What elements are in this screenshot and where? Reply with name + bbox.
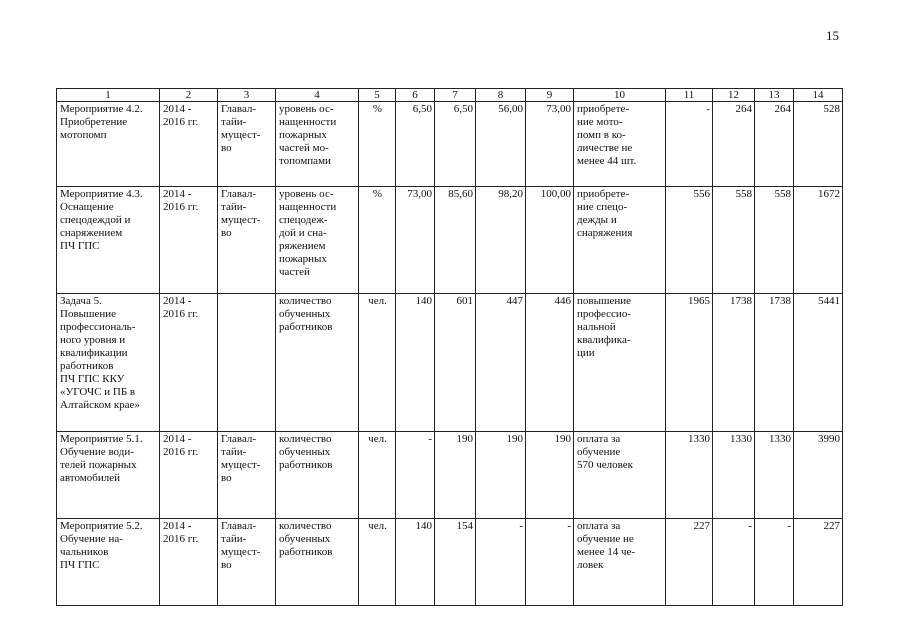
funding-cell: - <box>755 519 794 606</box>
period-cell <box>160 519 218 606</box>
funding-total-cell: 1672 <box>794 187 843 294</box>
cell-line: частей мо- <box>279 142 329 154</box>
cell-line: обученных <box>279 533 331 545</box>
cell-line: Главал- <box>221 103 257 115</box>
cell-line: работников <box>279 321 333 333</box>
cell-line: квалифика- <box>577 334 631 346</box>
result-cell <box>574 432 666 519</box>
indicator-cell <box>276 432 359 519</box>
executor-cell <box>218 102 276 187</box>
cell-line: 2014 - <box>163 295 192 307</box>
cell-line: Мероприятие 5.1. <box>60 433 143 445</box>
value-cell: - <box>476 519 526 606</box>
value-cell: 154 <box>435 519 476 606</box>
result-cell <box>574 519 666 606</box>
value-cell: 73,00 <box>526 102 574 187</box>
executor-cell <box>218 432 276 519</box>
cell-line: Задача 5. <box>60 295 102 307</box>
cell-line: работников <box>60 360 114 372</box>
cell-line: профессиональ- <box>60 321 136 333</box>
cell-line: во <box>221 142 232 154</box>
unit-cell: % <box>359 187 396 294</box>
indicator-cell <box>276 187 359 294</box>
cell-line: работников <box>279 546 333 558</box>
value-cell: 190 <box>435 432 476 519</box>
value-cell: 98,20 <box>476 187 526 294</box>
executor-cell <box>218 519 276 606</box>
cell-line: тайи- <box>221 533 247 545</box>
column-number-header: 3 <box>218 89 276 102</box>
cell-line: Главал- <box>221 433 257 445</box>
value-cell: - <box>396 432 435 519</box>
cell-line: Мероприятие 4.2. <box>60 103 143 115</box>
measure-name-cell <box>57 102 160 187</box>
cell-line: чальников <box>60 546 109 558</box>
cell-line: нащенности <box>279 201 337 213</box>
cell-line: 2014 - <box>163 520 192 532</box>
cell-line: оплата за <box>577 433 621 445</box>
value-cell: 85,60 <box>435 187 476 294</box>
cell-line: Приобретение <box>60 116 128 128</box>
cell-line: 2016 гг. <box>163 533 199 545</box>
cell-line: менее 14 че- <box>577 546 636 558</box>
funding-cell: 556 <box>666 187 713 294</box>
cell-line: телей пожарных <box>60 459 137 471</box>
cell-line: 570 человек <box>577 459 634 471</box>
value-cell: 446 <box>526 294 574 432</box>
value-cell: 447 <box>476 294 526 432</box>
executor-cell <box>218 187 276 294</box>
cell-line: спецодеждой и <box>60 214 131 226</box>
funding-cell: 264 <box>713 102 755 187</box>
funding-cell: 1738 <box>713 294 755 432</box>
column-number-header: 11 <box>666 89 713 102</box>
cell-line: мотопомп <box>60 129 107 141</box>
cell-line: количество <box>279 433 332 445</box>
value-cell: 6,50 <box>435 102 476 187</box>
funding-total-cell: 528 <box>794 102 843 187</box>
cell-line: ции <box>577 347 595 359</box>
value-cell: 6,50 <box>396 102 435 187</box>
value-cell: 601 <box>435 294 476 432</box>
funding-cell: 1330 <box>755 432 794 519</box>
indicator-cell <box>276 519 359 606</box>
measure-name-cell <box>57 294 160 432</box>
funding-cell: 558 <box>755 187 794 294</box>
column-number-header: 5 <box>359 89 396 102</box>
cell-line: снаряжения <box>577 227 633 239</box>
result-cell <box>574 294 666 432</box>
header-row <box>57 89 843 102</box>
table-row <box>57 187 843 294</box>
cell-line: ние мото- <box>577 116 623 128</box>
cell-line: Мероприятие 5.2. <box>60 520 143 532</box>
value-cell: 140 <box>396 519 435 606</box>
program-measures-table <box>56 88 843 606</box>
value-cell: 73,00 <box>396 187 435 294</box>
cell-line: топомпами <box>279 155 331 167</box>
funding-cell: 558 <box>713 187 755 294</box>
column-number-header: 9 <box>526 89 574 102</box>
value-cell: 190 <box>476 432 526 519</box>
cell-line: Главал- <box>221 520 257 532</box>
cell-line: 2016 гг. <box>163 308 199 320</box>
cell-line: помп в ко- <box>577 129 626 141</box>
funding-cell: 1330 <box>713 432 755 519</box>
cell-line: 2016 гг. <box>163 201 199 213</box>
result-cell <box>574 187 666 294</box>
value-cell: 56,00 <box>476 102 526 187</box>
cell-line: Оснащение <box>60 201 114 213</box>
column-number-header: 12 <box>713 89 755 102</box>
cell-line: во <box>221 472 232 484</box>
cell-line: ного уровня и <box>60 334 126 346</box>
column-number-header: 2 <box>160 89 218 102</box>
cell-line: снаряжением <box>60 227 123 239</box>
funding-cell: 1738 <box>755 294 794 432</box>
value-cell: - <box>526 519 574 606</box>
column-number-header: 14 <box>794 89 843 102</box>
cell-line: частей <box>279 266 310 278</box>
unit-cell: % <box>359 102 396 187</box>
cell-line: приобрете- <box>577 188 630 200</box>
column-number-header: 8 <box>476 89 526 102</box>
cell-line: Обучение на- <box>60 533 123 545</box>
value-cell: 100,00 <box>526 187 574 294</box>
cell-line: обучение не <box>577 533 634 545</box>
funding-total-cell: 227 <box>794 519 843 606</box>
funding-total-cell: 3990 <box>794 432 843 519</box>
unit-cell: чел. <box>359 294 396 432</box>
cell-line: Повышение <box>60 308 117 320</box>
cell-line: во <box>221 559 232 571</box>
cell-line: 2016 гг. <box>163 446 199 458</box>
table-row <box>57 102 843 187</box>
cell-line: ПЧ ГПС <box>60 240 100 252</box>
funding-total-cell: 5441 <box>794 294 843 432</box>
cell-line: Главал- <box>221 188 257 200</box>
page-number: 15 <box>826 28 839 43</box>
value-cell: 140 <box>396 294 435 432</box>
cell-line: Алтайском крае» <box>60 399 140 411</box>
cell-line: профессио- <box>577 308 631 320</box>
cell-line: тайи- <box>221 446 247 458</box>
cell-line: 2014 - <box>163 433 192 445</box>
column-number-header: 7 <box>435 89 476 102</box>
cell-line: дежды и <box>577 214 617 226</box>
cell-line: личестве не <box>577 142 633 154</box>
cell-line: во <box>221 227 232 239</box>
funding-cell: 264 <box>755 102 794 187</box>
period-cell <box>160 294 218 432</box>
cell-line: 2016 гг. <box>163 116 199 128</box>
cell-line: ние спецо- <box>577 201 628 213</box>
table-row <box>57 294 843 432</box>
funding-cell: 1330 <box>666 432 713 519</box>
cell-line: обучение <box>577 446 621 458</box>
cell-line: тайи- <box>221 116 247 128</box>
column-number-header: 13 <box>755 89 794 102</box>
cell-line: пожарных <box>279 253 327 265</box>
cell-line: квалификации <box>60 347 128 359</box>
cell-line: тайи- <box>221 201 247 213</box>
cell-line: обученных <box>279 308 331 320</box>
cell-line: оплата за <box>577 520 621 532</box>
indicator-cell <box>276 294 359 432</box>
cell-line: приобрете- <box>577 103 630 115</box>
cell-line: Мероприятие 4.3. <box>60 188 143 200</box>
table-row <box>57 519 843 606</box>
cell-line: ПЧ ГПС <box>60 559 100 571</box>
cell-line: количество <box>279 295 332 307</box>
cell-line: нащенности <box>279 116 337 128</box>
period-cell <box>160 187 218 294</box>
cell-line: мущест- <box>221 459 261 471</box>
measure-name-cell <box>57 187 160 294</box>
cell-line: «УГОЧС и ПБ в <box>60 386 136 398</box>
unit-cell: чел. <box>359 519 396 606</box>
cell-line: ряжением <box>279 240 326 252</box>
cell-line: нальной <box>577 321 616 333</box>
result-cell <box>574 102 666 187</box>
cell-line: ПЧ ГПС ККУ <box>60 373 125 385</box>
period-cell <box>160 432 218 519</box>
funding-cell: 1965 <box>666 294 713 432</box>
indicator-cell <box>276 102 359 187</box>
cell-line: 2014 - <box>163 188 192 200</box>
cell-line: мущест- <box>221 214 261 226</box>
cell-line: ловек <box>577 559 604 571</box>
cell-line: мущест- <box>221 129 261 141</box>
cell-line: Обучение води- <box>60 446 134 458</box>
cell-line: пожарных <box>279 129 327 141</box>
measure-name-cell <box>57 432 160 519</box>
cell-line: повышение <box>577 295 631 307</box>
column-number-header: 6 <box>396 89 435 102</box>
cell-line: обученных <box>279 446 331 458</box>
funding-cell: - <box>666 102 713 187</box>
table-row <box>57 432 843 519</box>
unit-cell: чел. <box>359 432 396 519</box>
column-number-header: 10 <box>574 89 666 102</box>
cell-line: 2014 - <box>163 103 192 115</box>
measure-name-cell <box>57 519 160 606</box>
cell-line: автомобилей <box>60 472 120 484</box>
cell-line: дой и сна- <box>279 227 327 239</box>
cell-line: количество <box>279 520 332 532</box>
cell-line: уровень ос- <box>279 103 334 115</box>
column-number-header: 1 <box>57 89 160 102</box>
funding-cell: - <box>713 519 755 606</box>
period-cell <box>160 102 218 187</box>
funding-cell: 227 <box>666 519 713 606</box>
value-cell: 190 <box>526 432 574 519</box>
cell-line: работников <box>279 459 333 471</box>
cell-line: уровень ос- <box>279 188 334 200</box>
cell-line: менее 44 шт. <box>577 155 637 167</box>
executor-cell <box>218 294 276 432</box>
cell-line: мущест- <box>221 546 261 558</box>
column-number-header: 4 <box>276 89 359 102</box>
cell-line: спецодеж- <box>279 214 328 226</box>
